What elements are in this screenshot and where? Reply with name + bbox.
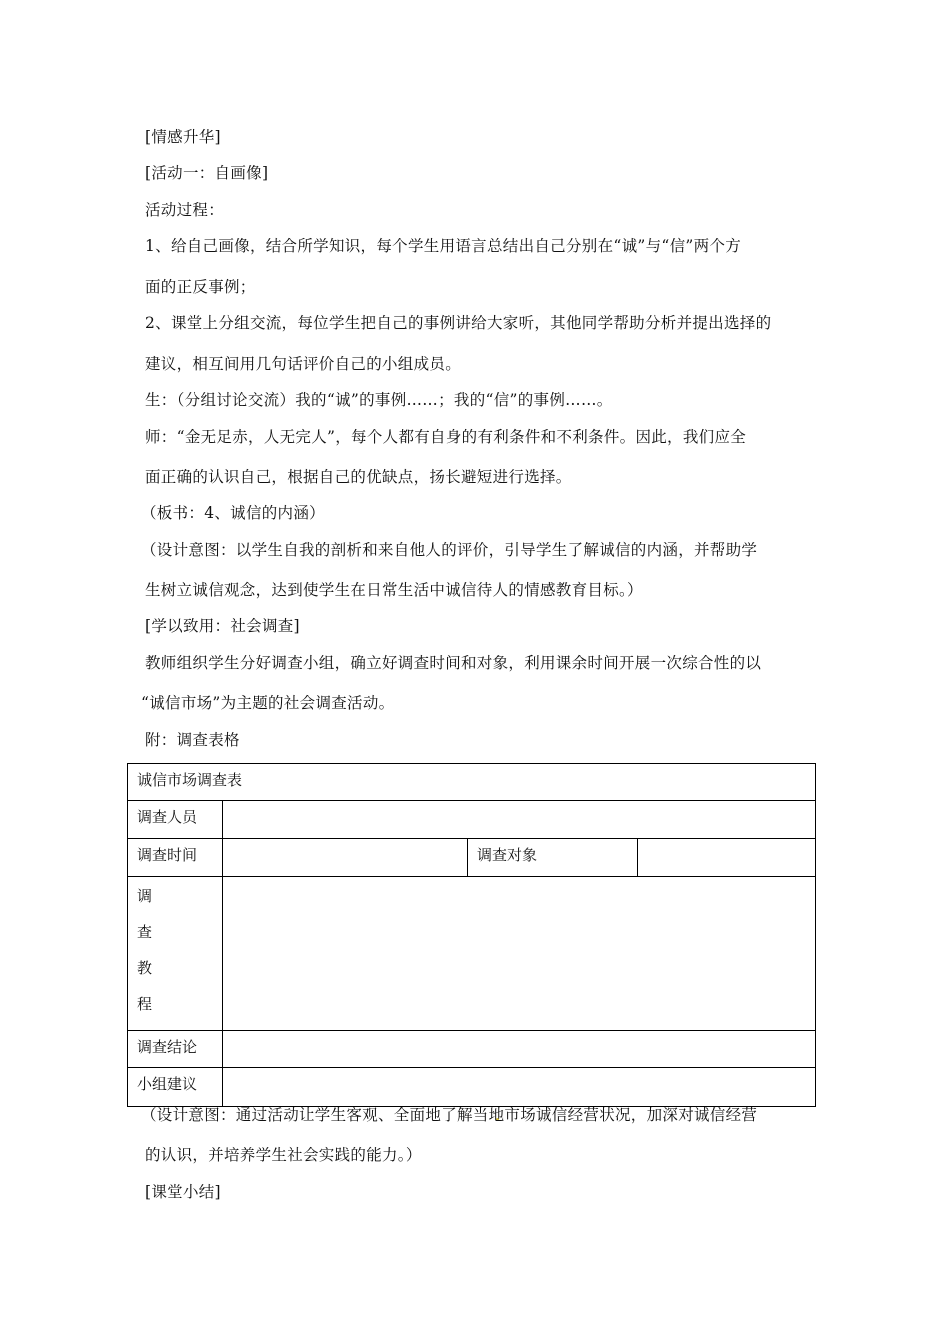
time-label-cell: [128, 839, 223, 877]
process-label-char: 调: [137, 887, 153, 905]
paragraph-line: 2、课堂上分组交流，每位学生把自己的事例讲给大家听，其他同学帮助分析并提出选择的: [145, 314, 772, 332]
table-title-cell: [128, 764, 816, 801]
paragraph-line: 师：“金无足赤，人无完人”，每个人都有自身的有利条件和不利条件。因此，我们应全: [145, 428, 747, 446]
table-row: [128, 877, 816, 1031]
paragraph-line: 1、给自己画像，结合所学知识，每个学生用语言总结出自己分别在“诚”与“信”两个方: [145, 237, 742, 255]
heading-apply-learning: [学以致用：社会调查]: [145, 617, 300, 635]
target-label-cell: [468, 839, 638, 877]
design-intent-note: （设计意图：通过活动让学生客观、全面地了解当地市场诚信经营状况，加深对诚信经营: [141, 1106, 758, 1124]
paragraph-line: “诚信市场”为主题的社会调查活动。: [141, 694, 395, 712]
activity-process-label: 活动过程：: [145, 201, 225, 219]
heading-activity-one: [活动一：自画像]: [145, 164, 269, 182]
process-label: [137, 877, 222, 1030]
survey-table: [127, 763, 816, 1107]
paragraph-line: 生：（分组讨论交流）我的“诚”的事例……；我的“信”的事例……。: [145, 391, 613, 409]
time-label: 调查时间: [137, 846, 198, 864]
table-title: 诚信市场调查表: [137, 771, 243, 789]
conclusion-value-cell: [223, 1031, 816, 1068]
suggestion-label-cell: [128, 1068, 223, 1107]
paragraph-line: 面正确的认识自己，根据自己的优缺点，扬长避短进行选择。: [145, 468, 572, 486]
process-label-cell: [128, 877, 223, 1031]
investigators-label: 调查人员: [137, 808, 198, 826]
blackboard-note: （板书：4、诚信的内涵）: [141, 504, 325, 522]
paragraph-line: 的认识，并培养学生社会实践的能力。）: [145, 1146, 422, 1164]
process-label-char: 教: [137, 959, 153, 977]
heading-class-summary: [课堂小结]: [145, 1183, 221, 1201]
process-label-char: 查: [137, 923, 153, 941]
table-row: [128, 839, 816, 877]
heading-emotion-sublimation: [情感升华]: [145, 128, 221, 146]
table-row: [128, 764, 816, 801]
appendix-label: 附：调查表格: [145, 731, 240, 749]
paragraph-line: 教师组织学生分好调查小组，确立好调查时间和对象，利用课余时间开展一次综合性的以: [145, 654, 762, 672]
conclusion-label: 调查结论: [137, 1038, 198, 1056]
paragraph-line: 建议，相互间用几句话评价自己的小组成员。: [145, 355, 462, 373]
conclusion-label-cell: [128, 1031, 223, 1068]
design-intent-note: （设计意图：以学生自我的剖析和来自他人的评价，引导学生了解诚信的内涵，并帮助学: [141, 541, 758, 559]
process-value-cell: [223, 877, 816, 1031]
process-label-char: 程: [137, 995, 153, 1013]
investigators-value-cell: [223, 801, 816, 839]
investigators-label-cell: [128, 801, 223, 839]
paragraph-line: 生树立诚信观念，达到使学生在日常生活中诚信待人的情感教育目标。）: [145, 581, 643, 599]
suggestion-label: 小组建议: [137, 1075, 198, 1093]
table-row: [128, 801, 816, 839]
target-value-cell: [638, 839, 816, 877]
target-label: 调查对象: [477, 846, 538, 864]
table-row: [128, 1031, 816, 1068]
time-value-cell: [223, 839, 468, 877]
paragraph-line: 面的正反事例；: [145, 278, 256, 296]
suggestion-value-cell: [223, 1068, 816, 1107]
table-row: [128, 1068, 816, 1107]
